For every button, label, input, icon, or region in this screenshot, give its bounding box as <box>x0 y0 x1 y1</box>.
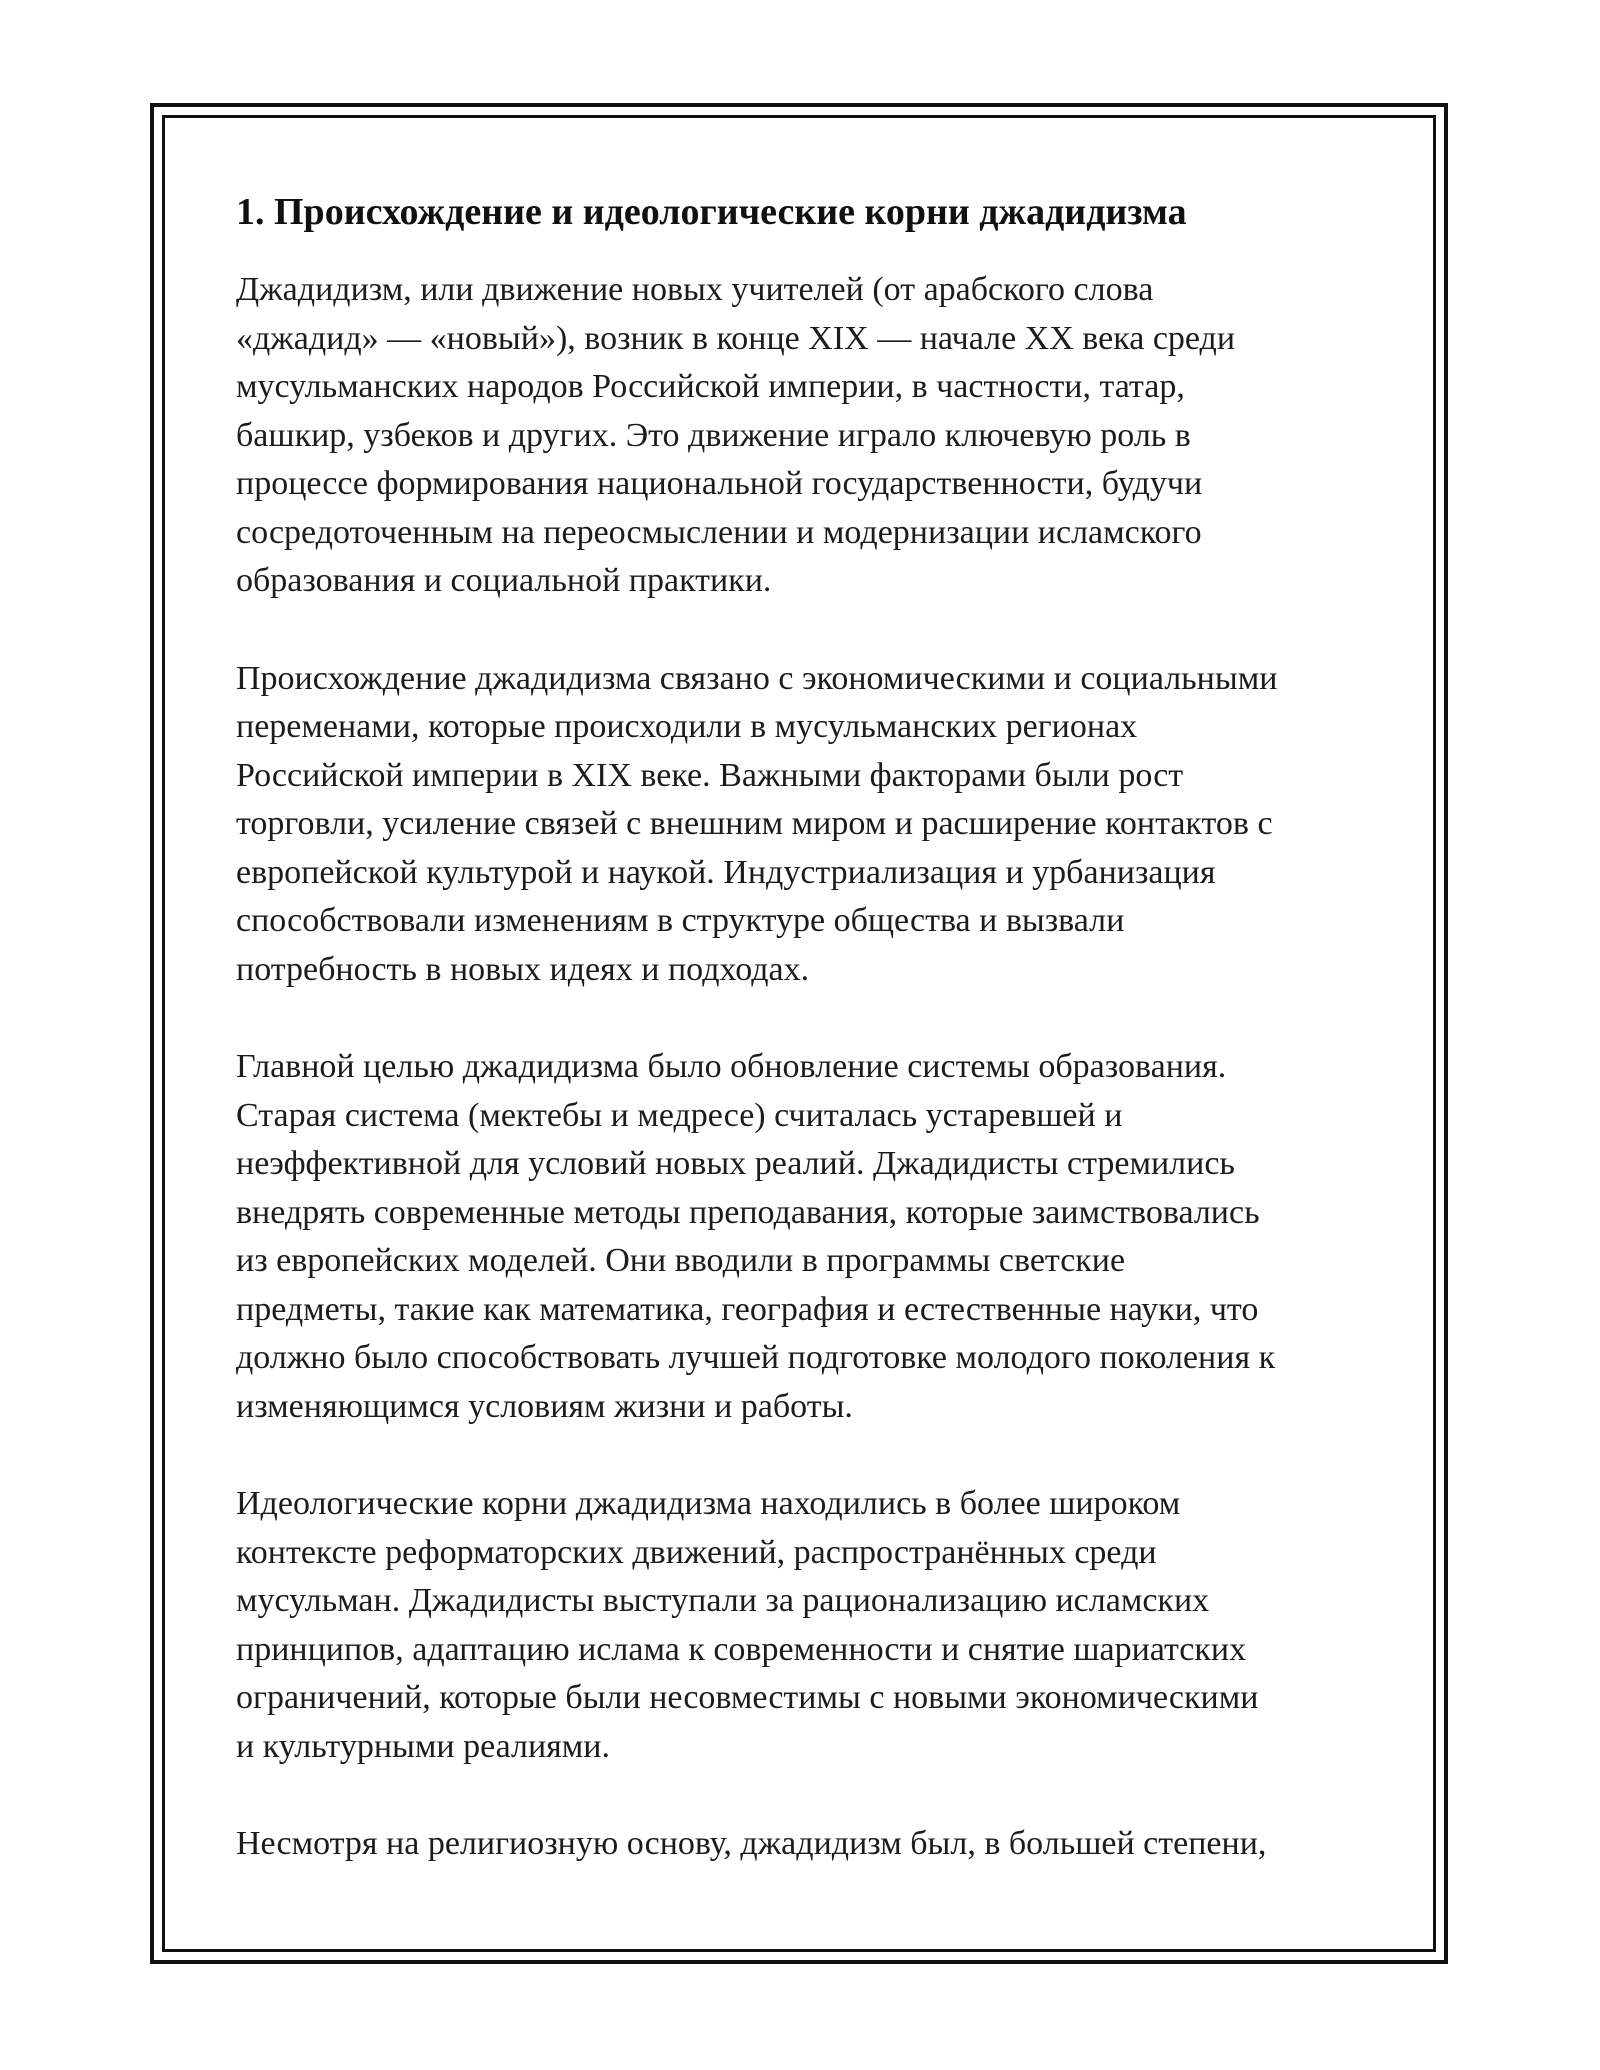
text-line: ограничений, которые были несовместимы с новыми экономическими <box>236 1679 1259 1716</box>
document-body <box>236 184 1386 1918</box>
text-line: башкир, узбеков и других. Это движение играло ключевую роль в <box>236 416 1191 454</box>
text-line: Джадидизм, или движение новых учителей (от арабского слова <box>236 271 1154 308</box>
text-line: неэффективной для условий новых реалий. Джадидисты стремились <box>236 1145 1235 1182</box>
text-line: способствовали изменениям в структуре общества и вызвали <box>236 902 1125 939</box>
paragraph-ideological-roots <box>236 1480 1386 1771</box>
text-line: внедрять современные методы преподавания, которые заимствовались <box>236 1193 1260 1231</box>
paragraph-economic-factors <box>236 655 1386 995</box>
text-line: Главной целью джадидизма было обновление системы образования. <box>236 1048 1227 1085</box>
paragraph-religious-basis <box>236 1820 1386 1869</box>
text-line: и культурными реалиями. <box>236 1727 610 1765</box>
text-line: образования и социальной практики. <box>236 562 772 599</box>
paragraph-education-reform <box>236 1043 1386 1431</box>
text-line: должно было способствовать лучшей подготовке молодого поколения к <box>236 1339 1276 1376</box>
text-line: Происхождение джадидизма связано с экономическими и социальными <box>236 659 1278 697</box>
text-line: Старая система (мектебы и медресе) считалась устаревшей и <box>236 1096 1123 1134</box>
section-heading: 1. Происхождение и идеологические корни джадидизма <box>236 191 1187 233</box>
text-line: предметы, такие как математика, география и естественные науки, что <box>236 1290 1259 1328</box>
text-line: торговли, усиление связей с внешним миром и расширение контактов с <box>236 805 1273 842</box>
text-line: переменами, которые происходили в мусульманских регионах <box>236 708 1138 745</box>
text-line: Идеологические корни джадидизма находились в более широком <box>236 1485 1181 1522</box>
text-line: Российской империи в XIX веке. Важными факторами были рост <box>236 756 1184 794</box>
text-line: Несмотря на религиозную основу, джадидизм был, в большей степени, <box>236 1825 1267 1862</box>
text-line: потребность в новых идеях и подходах. <box>236 950 810 988</box>
text-line: из европейских моделей. Они вводили в программы светские <box>236 1242 1126 1279</box>
text-line: сосредоточенным на переосмыслении и модернизации исламского <box>236 513 1202 551</box>
text-line: изменяющимся условиям жизни и работы. <box>236 1387 853 1425</box>
text-line: контексте реформаторских движений, распространённых среди <box>236 1533 1157 1571</box>
paragraph-origin-intro <box>236 266 1386 606</box>
text-line: процессе формирования национальной государственности, будучи <box>236 465 1203 502</box>
text-line: европейской культурой и наукой. Индустриализация и урбанизация <box>236 853 1216 891</box>
text-line: мусульман. Джадидисты выступали за рационализацию исламских <box>236 1582 1210 1619</box>
text-line: «джадид» — «новый»), возник в конце XIX — начале XX века среди <box>236 319 1236 357</box>
text-line: принципов, адаптацию ислама к современности и снятие шариатских <box>236 1630 1247 1668</box>
text-line: мусульманских народов Российской империи, в частности, татар, <box>236 368 1185 405</box>
